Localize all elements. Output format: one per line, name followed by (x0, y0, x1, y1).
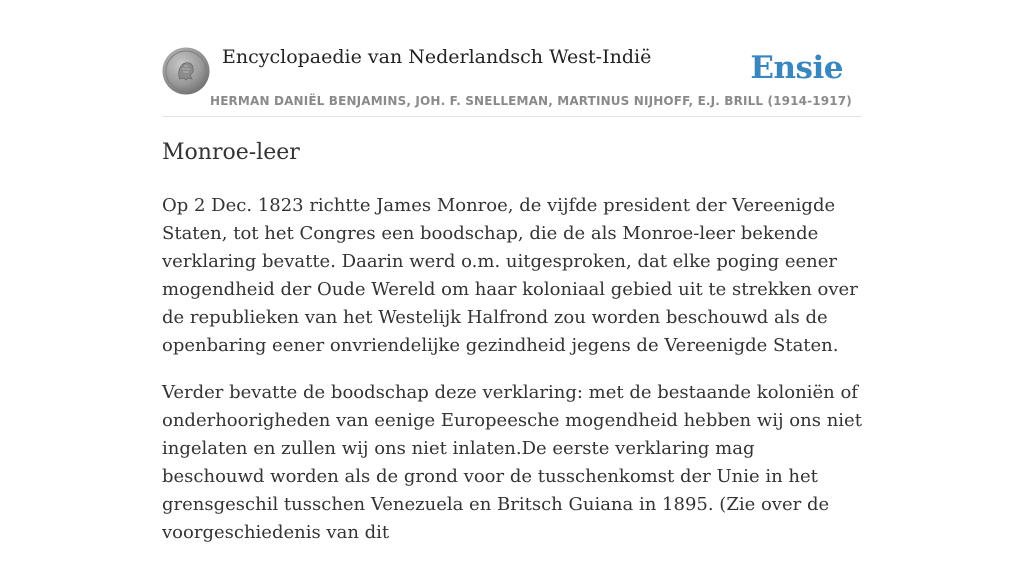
site-header (162, 46, 862, 117)
source-title[interactable]: Encyclopaedie van Nederlandsch West-Indië (222, 46, 652, 68)
entry-title: Monroe-leer (162, 140, 300, 165)
entry-article (162, 192, 862, 566)
source-authors: HERMAN DANIËL BENJAMINS, JOH. F. SNELLEMAN, MARTINUS NIJHOFF, E.J. BRILL (1914-1917) (210, 94, 852, 108)
ensie-logo-link[interactable]: Ensie (750, 50, 843, 86)
article-paragraph: Op 2 Dec. 1823 richtte James Monroe, de vijfde president der Vereenigde Staten, tot het Congres een boodschap, die de als Monroe-leer bekende verklaring bevatte. Daarin werd o.m. uitgesproken, dat elke poging eener mogendheid der Oude Wereld om haar koloniaal gebied uit te strekken over de republieken van het Westelijk Halfrond zou worden beschouwd als de openbaring eener onvriendelijke gezindheid jegens de Vereenigde Staten. (162, 195, 858, 356)
article-paragraph: Verder bevatte de boodschap deze verklaring: met de bestaande koloniën of onderhoorigheden van eenige Europeesche mogendheid hebben wij ons niet ingelaten en zullen wij ons niet inlaten.De eerste verklaring mag beschouwd worden als de grond voor de tusschenkomst der Unie in het grensgeschil tusschen Venezuela en Britsch Guiana in 1895. (Zie over de voorgeschiedenis van dit (162, 382, 862, 543)
coin-emblem-icon (162, 47, 210, 95)
